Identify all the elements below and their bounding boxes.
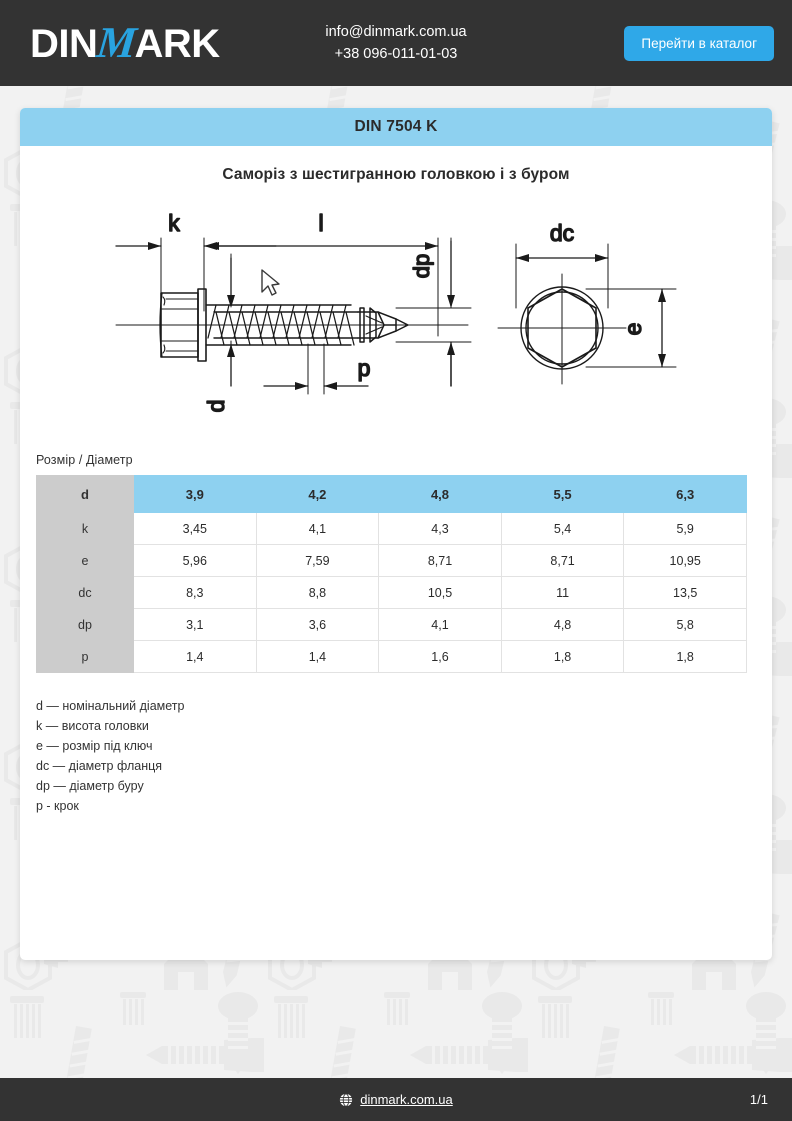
table-cell: 5,96 [134, 545, 257, 577]
table-cell: 11 [501, 577, 624, 609]
legend-item: dp — діаметр буру [36, 779, 144, 793]
footer-site-link[interactable]: dinmark.com.ua [360, 1092, 453, 1107]
table-cell: 4,8 [379, 476, 502, 513]
table-cell: 4,1 [379, 609, 502, 641]
logo[interactable] [30, 18, 220, 67]
header-phone[interactable]: +38 096-011-01-03 [334, 46, 458, 62]
table-cell: 8,3 [134, 577, 257, 609]
dim-label-d: d [203, 399, 229, 413]
table-caption: Розмір / Діаметр [36, 453, 133, 467]
dim-label-k: k [168, 210, 180, 236]
legend-item: dc — діаметр фланця [36, 759, 163, 773]
footer-site-block [0, 1078, 792, 1121]
dim-label-p: p [357, 355, 371, 381]
dimensions-table-block [36, 453, 756, 673]
table-cell: 7,59 [256, 545, 379, 577]
table-cell: 1,4 [134, 641, 257, 673]
table-cell: 3,9 [134, 476, 257, 513]
header-email[interactable]: info@dinmark.com.ua [325, 24, 467, 40]
table-row [37, 609, 747, 641]
logo-text-part2: ARK [134, 22, 220, 66]
technical-drawing-container [20, 196, 772, 446]
dim-label-e: e [620, 322, 646, 336]
table-cell: 1,4 [256, 641, 379, 673]
table-cell: 3,1 [134, 609, 257, 641]
legend-block [36, 696, 184, 816]
row-label: d [37, 476, 134, 513]
table-cell: 1,8 [624, 641, 747, 673]
table-cell: 10,95 [624, 545, 747, 577]
table-cell: 8,71 [501, 545, 624, 577]
spec-card [20, 108, 772, 960]
legend-item: d — номінальний діаметр [36, 699, 185, 713]
table-cell: 4,8 [501, 609, 624, 641]
table-cell: 5,5 [501, 476, 624, 513]
logo-text-part1: DIN [30, 22, 98, 66]
row-label: e [37, 545, 134, 577]
table-cell: 4,2 [256, 476, 379, 513]
go-to-catalog-button[interactable]: Перейти в каталог [624, 26, 774, 61]
mouse-cursor [262, 270, 279, 295]
logo-accent-letter: M [94, 18, 138, 67]
table-cell: 5,8 [624, 609, 747, 641]
table-row [37, 577, 747, 609]
table-cell: 5,9 [624, 513, 747, 545]
row-label: dc [37, 577, 134, 609]
legend-item: e — розмір під ключ [36, 739, 153, 753]
table-cell: 4,1 [256, 513, 379, 545]
table-row [37, 476, 747, 513]
table-cell: 13,5 [624, 577, 747, 609]
table-row [37, 545, 747, 577]
table-row [37, 641, 747, 673]
dim-label-dp: dp [409, 253, 434, 279]
table-cell: 1,8 [501, 641, 624, 673]
legend-item: k — висота головки [36, 719, 149, 733]
table-row [37, 513, 747, 545]
row-label: dp [37, 609, 134, 641]
table-cell: 6,3 [624, 476, 747, 513]
dim-label-l: l [318, 210, 324, 236]
row-label: k [37, 513, 134, 545]
product-subtitle: Саморіз з шестигранною головкою і з буром [222, 166, 570, 183]
dim-label-dc: dc [549, 220, 575, 246]
table-cell: 8,71 [379, 545, 502, 577]
table-cell: 8,8 [256, 577, 379, 609]
screw-technical-drawing [96, 196, 696, 446]
site-footer [0, 1078, 792, 1121]
standard-title: DIN 7504 K [20, 108, 772, 146]
page-indicator: 1/1 [749, 1092, 768, 1107]
table-cell: 4,3 [379, 513, 502, 545]
dimensions-table [36, 475, 747, 673]
table-cell: 10,5 [379, 577, 502, 609]
globe-icon [339, 1093, 353, 1107]
row-label: p [37, 641, 134, 673]
dimensions-table-body [37, 476, 747, 673]
table-cell: 1,6 [379, 641, 502, 673]
table-cell: 5,4 [501, 513, 624, 545]
site-header [0, 0, 792, 86]
table-cell: 3,45 [134, 513, 257, 545]
legend-item: p - крок [36, 799, 79, 813]
table-cell: 3,6 [256, 609, 379, 641]
